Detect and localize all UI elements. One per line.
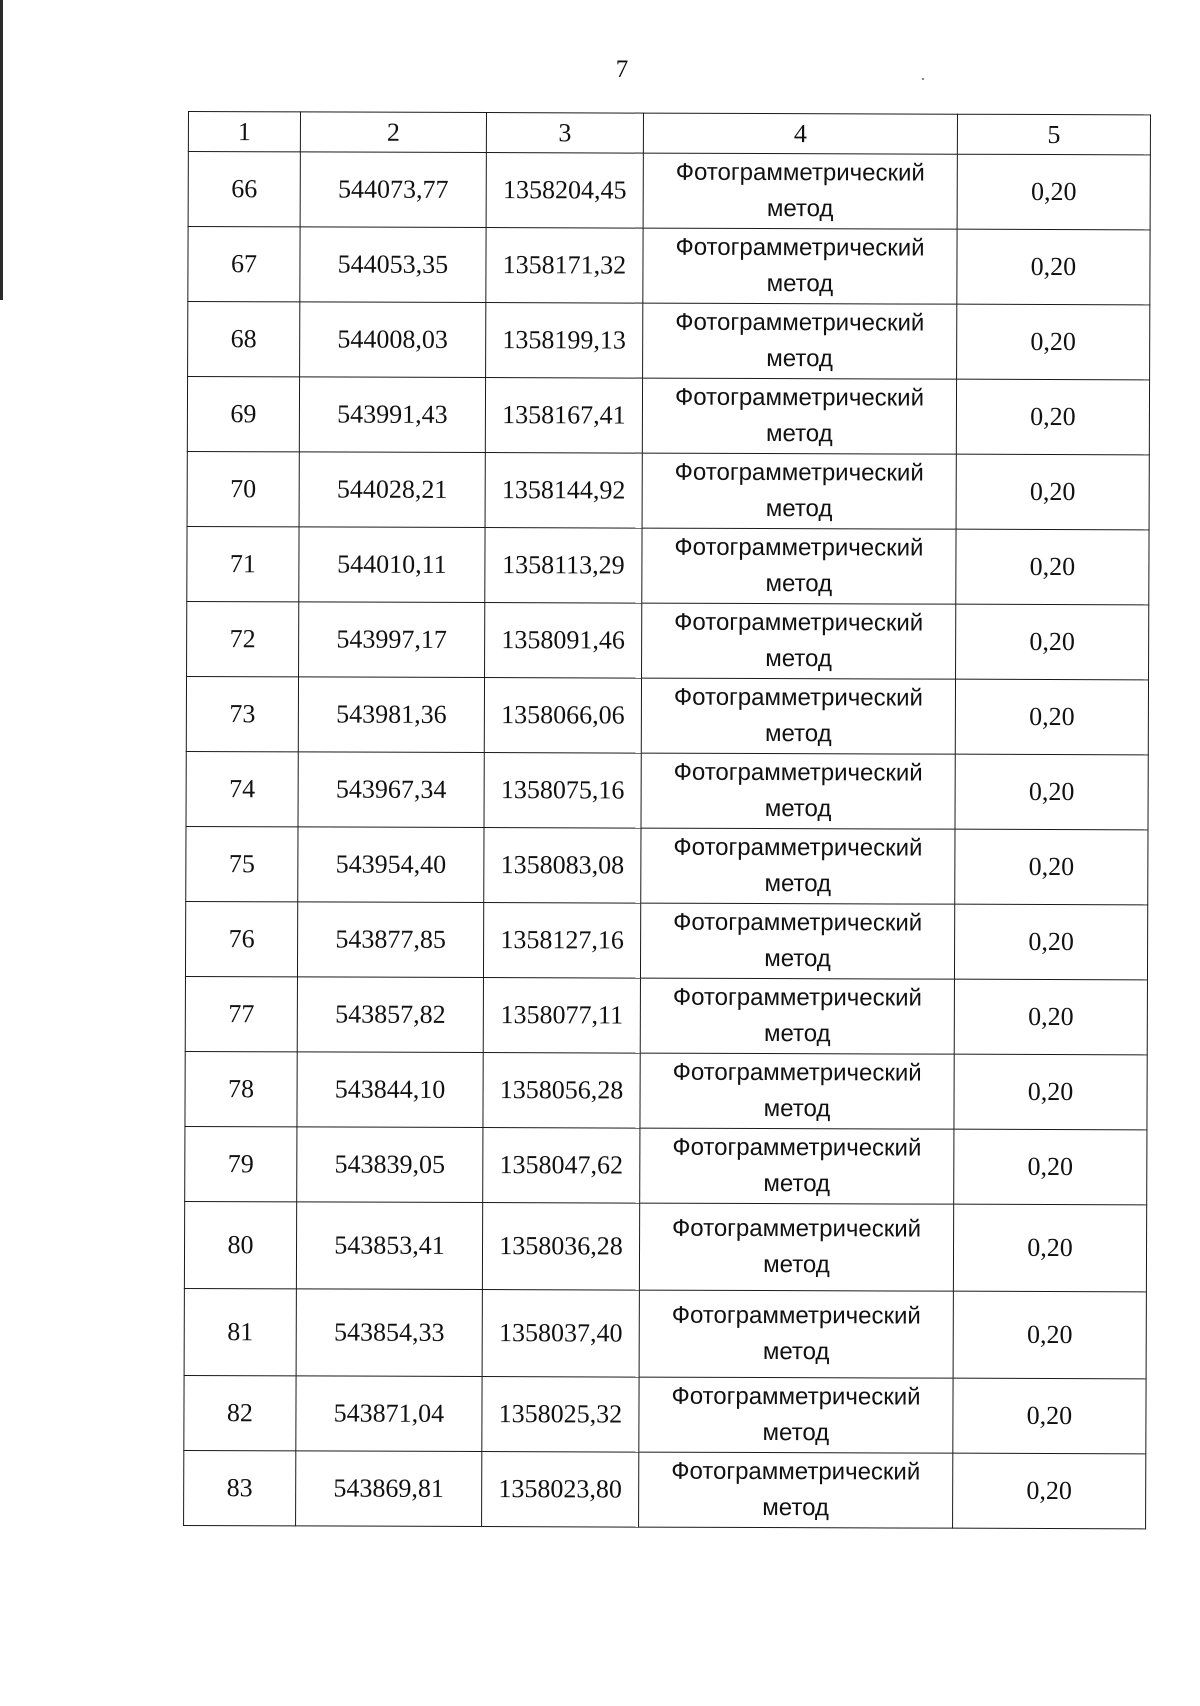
x-coordinate-cell: 543871,04 (296, 1376, 482, 1452)
y-coordinate-cell: 1358113,29 (485, 528, 642, 604)
accuracy-cell: 0,20 (954, 1129, 1147, 1205)
accuracy-cell: 0,20 (955, 679, 1148, 755)
x-coordinate-cell: 544028,21 (299, 452, 485, 528)
point-number-cell: 66 (188, 152, 300, 227)
y-coordinate-cell: 1358077,11 (483, 978, 640, 1054)
method-line-1: Фотограмметрический (671, 1457, 921, 1486)
x-coordinate-cell: 543857,82 (297, 977, 483, 1053)
point-number-cell: 73 (186, 676, 298, 751)
table-row (184, 1375, 1146, 1453)
method-cell (642, 603, 956, 679)
table-row (186, 676, 1148, 754)
point-number-cell: 82 (184, 1375, 296, 1450)
y-coordinate-cell: 1358091,46 (485, 603, 642, 679)
table-row (185, 1126, 1147, 1204)
method-cell (639, 1203, 953, 1291)
y-coordinate-cell: 1358144,92 (485, 453, 642, 529)
x-coordinate-cell: 544008,03 (300, 302, 486, 378)
accuracy-cell: 0,20 (954, 979, 1147, 1055)
x-coordinate-cell: 544010,11 (299, 527, 485, 603)
table-row (188, 302, 1150, 380)
method-line-1: Фотограмметрический (675, 233, 925, 262)
method-cell (639, 1377, 953, 1453)
accuracy-cell: 0,20 (957, 154, 1150, 230)
x-coordinate-cell: 543869,81 (296, 1451, 482, 1527)
table-row (185, 976, 1147, 1054)
point-number-cell: 71 (187, 526, 299, 601)
point-number-cell: 79 (185, 1126, 297, 1201)
table-row (185, 901, 1147, 979)
method-line-1: Фотограмметрический (673, 758, 923, 787)
method-line-2: метод (766, 420, 833, 448)
table-row (187, 451, 1149, 529)
x-coordinate-cell: 543967,34 (298, 752, 484, 828)
point-number-cell: 77 (185, 976, 297, 1051)
method-cell (643, 153, 957, 229)
method-line-1: Фотограмметрический (673, 908, 923, 937)
x-coordinate-cell: 543954,40 (298, 827, 484, 903)
table-row (186, 751, 1148, 829)
method-line-2: метод (765, 495, 833, 523)
method-line-1: Фотограмметрический (674, 383, 925, 412)
accuracy-cell: 0,20 (956, 604, 1149, 680)
accuracy-cell: 0,20 (957, 229, 1150, 305)
method-line-1: Фотограмметрический (674, 533, 924, 562)
x-coordinate-cell: 543844,10 (297, 1052, 483, 1128)
method-line-2: метод (765, 645, 832, 673)
method-cell (641, 678, 955, 754)
accuracy-cell: 0,20 (957, 304, 1150, 380)
y-coordinate-cell: 1358167,41 (485, 378, 642, 454)
method-cell (642, 378, 956, 454)
y-coordinate-cell: 1358199,13 (486, 303, 643, 379)
accuracy-cell: 0,20 (955, 829, 1148, 905)
y-coordinate-cell: 1358127,16 (483, 903, 640, 979)
method-line-1: Фотограмметрический (672, 1133, 922, 1162)
method-cell (640, 903, 954, 979)
scan-edge-mark (0, 0, 3, 300)
table-row (188, 152, 1150, 230)
method-line-2: метод (765, 570, 833, 598)
method-cell (639, 1452, 953, 1528)
accuracy-cell: 0,20 (955, 754, 1148, 830)
y-coordinate-cell: 1358171,32 (486, 228, 643, 304)
accuracy-cell: 0,20 (954, 904, 1147, 980)
point-number-cell: 67 (188, 227, 300, 302)
method-line-1: Фотограмметрический (671, 1382, 921, 1411)
table-header-row (188, 112, 1150, 155)
y-coordinate-cell: 1358023,80 (482, 1452, 639, 1528)
method-line-1: Фотограмметрический (675, 308, 925, 337)
point-number-cell: 83 (184, 1450, 296, 1525)
x-coordinate-cell: 544053,35 (300, 227, 486, 303)
x-coordinate-cell: 543997,17 (299, 602, 485, 678)
method-line-1: Фотограмметрический (674, 458, 924, 487)
accuracy-cell: 0,20 (953, 1204, 1146, 1292)
table-row (187, 601, 1149, 679)
x-coordinate-cell: 544073,77 (300, 152, 486, 228)
method-line-2: метод (766, 345, 833, 373)
accuracy-cell: 0,20 (953, 1378, 1146, 1454)
method-line-2: метод (763, 1095, 831, 1123)
method-line-2: метод (764, 870, 832, 898)
method-line-1: Фотограмметрический (672, 983, 922, 1012)
x-coordinate-cell: 543877,85 (297, 902, 483, 978)
method-line-2: метод (764, 720, 832, 748)
method-cell (640, 1053, 954, 1129)
method-cell (641, 753, 955, 829)
table-row (188, 227, 1150, 305)
x-coordinate-cell: 543981,36 (298, 677, 484, 753)
method-line-2: метод (763, 1251, 830, 1279)
method-line-2: метод (762, 1338, 830, 1366)
point-number-cell: 68 (188, 302, 300, 377)
method-line-1: Фотограмметрический (674, 608, 924, 637)
y-coordinate-cell: 1358075,16 (484, 753, 641, 829)
y-coordinate-cell: 1358047,62 (483, 1128, 640, 1204)
accuracy-cell: 0,20 (953, 1291, 1146, 1379)
point-number-cell: 81 (184, 1288, 296, 1375)
x-coordinate-cell: 543854,33 (296, 1289, 482, 1377)
point-number-cell: 72 (187, 601, 299, 676)
column-header: 5 (957, 114, 1150, 155)
accuracy-cell: 0,20 (956, 454, 1149, 530)
coordinates-table (183, 111, 1151, 1529)
column-header: 2 (300, 112, 486, 153)
method-cell (642, 453, 956, 529)
table-row (184, 1450, 1146, 1528)
method-line-1: Фотограмметрический (672, 1058, 922, 1087)
table-row (187, 377, 1149, 455)
table-row (184, 1201, 1146, 1291)
column-header: 1 (188, 112, 300, 152)
point-number-cell: 78 (185, 1051, 297, 1126)
method-cell (642, 528, 956, 604)
y-coordinate-cell: 1358083,08 (484, 828, 641, 904)
method-line-2: метод (766, 195, 834, 223)
point-number-cell: 75 (186, 826, 298, 901)
y-coordinate-cell: 1358066,06 (484, 678, 641, 754)
point-number-cell: 80 (184, 1201, 296, 1288)
accuracy-cell: 0,20 (954, 1054, 1147, 1130)
column-header: 4 (643, 113, 957, 154)
method-cell (643, 228, 957, 304)
method-line-1: Фотограмметрический (673, 833, 923, 862)
method-line-1: Фотограмметрический (675, 158, 925, 187)
method-line-2: метод (763, 1020, 831, 1048)
y-coordinate-cell: 1358204,45 (486, 153, 643, 229)
table-row (186, 826, 1148, 904)
y-coordinate-cell: 1358056,28 (483, 1053, 640, 1129)
y-coordinate-cell: 1358036,28 (482, 1203, 639, 1291)
accuracy-cell: 0,20 (956, 529, 1149, 605)
method-line-2: метод (762, 1419, 830, 1447)
y-coordinate-cell: 1358025,32 (482, 1377, 639, 1453)
point-number-cell: 69 (187, 377, 299, 452)
point-number-cell: 74 (186, 751, 298, 826)
accuracy-cell: 0,20 (953, 1453, 1146, 1529)
table-row (184, 1288, 1146, 1378)
method-cell (640, 978, 954, 1054)
x-coordinate-cell: 543839,05 (297, 1127, 483, 1203)
point-number-cell: 70 (187, 451, 299, 526)
method-line-2: метод (763, 1170, 831, 1198)
point-number-cell: 76 (185, 901, 297, 976)
method-line-1: Фотограмметрический (673, 683, 924, 712)
method-cell (640, 1128, 954, 1204)
accuracy-cell: 0,20 (956, 379, 1149, 455)
method-line-2: метод (764, 795, 832, 823)
method-line-1: Фотограмметрический (672, 1214, 922, 1243)
page-number: 7 (615, 56, 629, 83)
table-row (185, 1051, 1147, 1129)
x-coordinate-cell: 543991,43 (299, 377, 485, 453)
column-header: 3 (486, 113, 643, 154)
method-line-2: метод (764, 945, 831, 973)
table-row (187, 526, 1149, 604)
method-cell (643, 303, 957, 379)
x-coordinate-cell: 543853,41 (296, 1202, 482, 1290)
method-line-2: метод (766, 270, 834, 298)
method-line-1: Фотограмметрический (671, 1301, 921, 1330)
y-coordinate-cell: 1358037,40 (482, 1290, 639, 1378)
method-cell (641, 828, 955, 904)
method-line-2: метод (762, 1494, 829, 1522)
method-cell (639, 1290, 953, 1378)
